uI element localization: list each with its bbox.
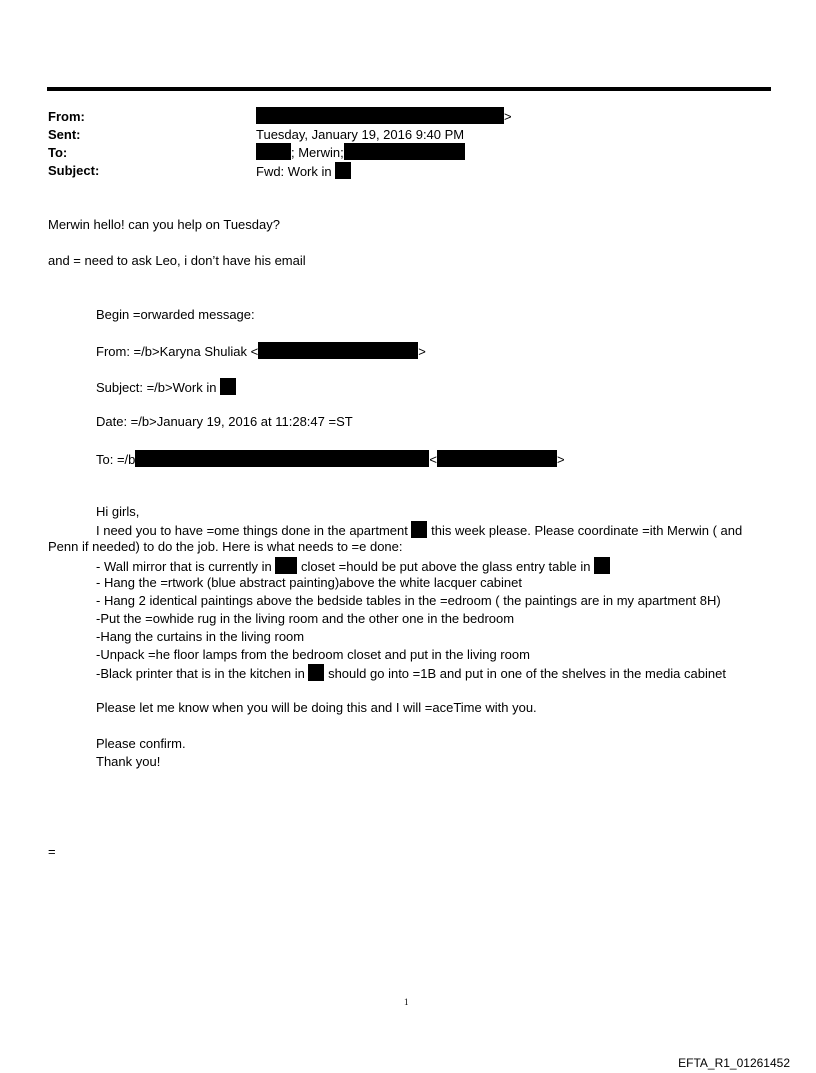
redaction-block — [256, 143, 291, 160]
redaction-block — [437, 450, 557, 467]
redaction-block — [258, 342, 418, 359]
forward-to-suffix: > — [556, 452, 565, 467]
to-value — [256, 143, 465, 161]
forward-from — [96, 342, 426, 360]
forward-date: Date: =/b>January 19, 2016 at 11:28:47 =ST — [96, 414, 353, 429]
from-label: From: — [48, 109, 85, 124]
redaction-block — [220, 378, 236, 395]
task-item-3: - Hang 2 identical paintings above the bedside tables in the =edroom ( the paintings are in my apartment 8H) — [96, 593, 721, 608]
intro-line-1: Merwin hello! can you help on Tuesday? — [48, 217, 280, 232]
task-item-7 — [96, 664, 726, 682]
sent-label: Sent: — [48, 127, 81, 142]
to-middle: ; Merwin; — [291, 145, 344, 160]
forward-subject — [96, 378, 236, 396]
redaction-block — [135, 450, 429, 467]
task-item-6: -Unpack =he floor lamps from the bedroom closet and put in the living room — [96, 647, 530, 662]
from-value — [256, 107, 512, 125]
sent-value: Tuesday, January 19, 2016 9:40 PM — [256, 127, 465, 142]
redaction-block — [256, 107, 504, 124]
task-item-1b: closet =hould be put above the glass entry table in — [301, 559, 591, 574]
forward-subject-prefix: Subject: =/b>Work in — [96, 380, 217, 395]
forward-to — [96, 450, 565, 468]
redaction-block — [335, 162, 351, 179]
message-line-1b: this week please. Please coordinate =ith Merwin ( and — [431, 523, 743, 538]
subject-prefix: Fwd: Work in — [256, 164, 332, 179]
subject-value — [256, 162, 351, 180]
confirm-line: Please confirm. — [96, 736, 186, 751]
redaction-block — [275, 557, 297, 574]
subject-label: Subject: — [48, 163, 100, 178]
message-line-1 — [96, 521, 742, 539]
redaction-block — [411, 521, 427, 538]
document-id: EFTA_R1_01261452 — [678, 1056, 790, 1070]
redaction-block — [594, 557, 610, 574]
task-item-5: -Hang the curtains in the living room — [96, 629, 305, 644]
task-item-1a: - Wall mirror that is currently in — [96, 559, 272, 574]
trailing-char: = — [48, 844, 56, 859]
thanks-line: Thank you! — [96, 754, 161, 769]
task-item-1 — [96, 557, 610, 575]
forward-to-prefix: To: =/b — [96, 452, 136, 467]
forward-from-suffix: > — [418, 344, 426, 359]
page-number: 1 — [404, 997, 409, 1007]
message-line-1a: I need you to have =ome things done in the apartment — [96, 523, 408, 538]
to-label: To: — [48, 145, 68, 160]
message-line-2: Penn if needed) to do the job. Here is what needs to =e done: — [48, 539, 403, 554]
task-item-7b: should go into =1B and put in one of the shelves in the media cabinet — [328, 666, 726, 681]
header-rule — [47, 87, 771, 91]
redaction-block — [344, 143, 465, 160]
task-item-7a: -Black printer that is in the kitchen in — [96, 666, 305, 681]
greeting: Hi girls, — [96, 504, 140, 519]
from-suffix: > — [504, 109, 512, 124]
forward-to-mid: < — [429, 452, 437, 467]
forward-begin: Begin =orwarded message: — [96, 307, 255, 322]
redaction-block — [308, 664, 324, 681]
let-know-line: Please let me know when you will be doing this and I will =aceTime with you. — [96, 700, 537, 715]
task-item-2: - Hang the =rtwork (blue abstract painting)above the white lacquer cabinet — [96, 575, 522, 590]
intro-line-2: and = need to ask Leo, i don’t have his email — [48, 253, 306, 268]
forward-from-prefix: From: =/b>Karyna Shuliak < — [96, 344, 259, 359]
task-item-4: -Put the =owhide rug in the living room and the other one in the bedroom — [96, 611, 515, 626]
